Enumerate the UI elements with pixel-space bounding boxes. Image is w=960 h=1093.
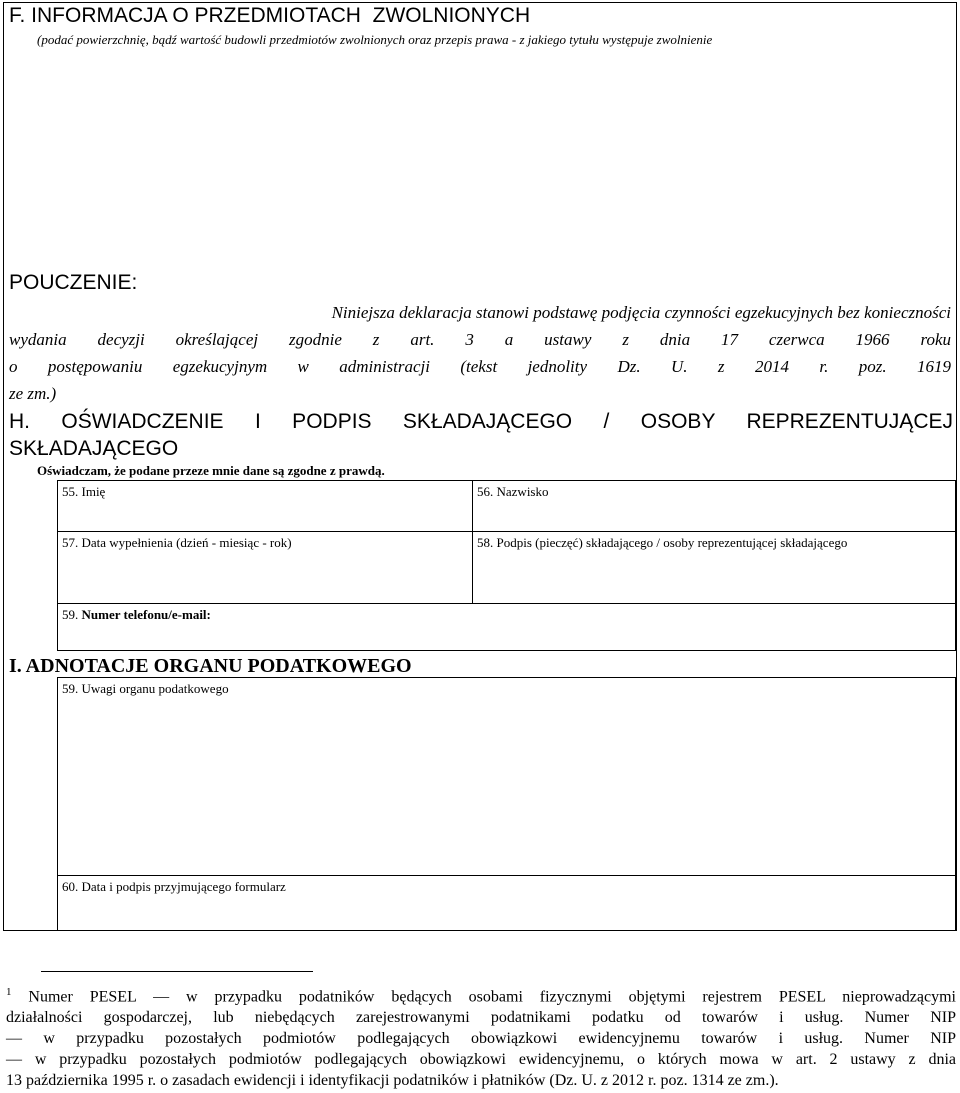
declaration-text: Oświadczam, że podane przeze mnie dane są zgodne z prawdą. — [37, 463, 385, 478]
field-55-label: 55. Imię — [62, 484, 106, 499]
pouczenie-text — [9, 299, 951, 407]
footnote-line-3: — w przypadku pozostałych podmiotów podlegających obowiązkowi ewidencyjnemu towarów i usług. Numer NIP — [6, 1030, 956, 1048]
footnote-marker: 1 — [6, 986, 12, 998]
footnote-line-4: — w przypadku pozostałych podmiotów podlegających obowiązkowi ewidencyjnemu, o których mowa w art. 2 ustawy z dnia — [6, 1051, 956, 1069]
section-f-input-area[interactable] — [9, 52, 953, 262]
pouczenie-line-3: o postępowaniu egzekucyjnym w administracji (tekst jednolity Dz. U. z 2014 r. poz. 1619 — [9, 357, 951, 376]
footnote-separator — [41, 971, 313, 972]
pouczenie-line-2: wydania decyzji określającej zgodnie z art. 3 a ustawy z dnia 17 czerwca 1966 roku — [9, 330, 951, 349]
field-59-number: 59. — [62, 607, 82, 622]
field-56-last-name[interactable] — [472, 480, 956, 532]
footnote-line-1-text: Numer PESEL — w przypadku podatników będących osobami fizycznymi objętymi rejestrem PESEL nieprowadzącymi — [11, 988, 956, 1006]
footnote-line-1 — [6, 982, 956, 1007]
field-57-date[interactable] — [57, 531, 473, 604]
footnote-text — [6, 982, 956, 1091]
section-f-subheading: (podać powierzchnię, bądź wartość budowli przedmiotów zwolnionych oraz przepis prawa - z jakiego tytułu występuje zwolnienie — [37, 32, 713, 47]
field-59-contact[interactable] — [57, 603, 956, 651]
section-h-heading — [9, 408, 953, 462]
section-f-heading: F. INFORMACJA O PRZEDMIOTACH ZWOLNIONYCH — [9, 4, 531, 27]
field-59-tax-office-remarks[interactable] — [57, 677, 956, 876]
field-57-label: 57. Data wypełnienia (dzień - miesiąc - rok) — [62, 535, 292, 550]
pouczenie-heading: POUCZENIE: — [9, 271, 138, 294]
pouczenie-line-4: ze zm.) — [9, 384, 57, 403]
field-58-signature[interactable] — [472, 531, 956, 604]
field-59-label — [58, 604, 955, 623]
section-i-heading: I. ADNOTACJE ORGANU PODATKOWEGO — [9, 655, 412, 677]
field-56-label: 56. Nazwisko — [477, 484, 549, 499]
footnote-line-5: 13 października 1995 r. o zasadach ewidencji i identyfikacji podatników i płatników (Dz. U. z 2012 r. poz. 1314 ze zm.). — [6, 1072, 779, 1090]
section-h-heading-line-2: SKŁADAJĄCEGO — [9, 437, 179, 460]
section-h-heading-line-1: H. OŚWIADCZENIE I PODPIS SKŁADAJĄCEGO / OSOBY REPREZENTUJĄCEJ — [9, 410, 953, 433]
field-59-text: Numer telefonu/e-mail: — [81, 607, 211, 622]
field-58-label: 58. Podpis (pieczęć) składającego / osoby reprezentującej składającego — [477, 535, 848, 550]
field-60-receipt[interactable] — [57, 875, 956, 931]
pouczenie-line-1: Niniejsza deklaracja stanowi podstawę podjęcia czynności egzekucyjnych bez konieczności — [331, 303, 951, 322]
field-60-label: 60. Data i podpis przyjmującego formularz — [62, 879, 286, 894]
field-59-remarks-label: 59. Uwagi organu podatkowego — [62, 681, 229, 696]
footnote-line-2: działalności gospodarczej, lub niebędących zarejestrowanymi podatnikami podatku od towarów i usług. Numer NIP — [6, 1009, 956, 1027]
field-55-first-name[interactable] — [57, 480, 473, 532]
